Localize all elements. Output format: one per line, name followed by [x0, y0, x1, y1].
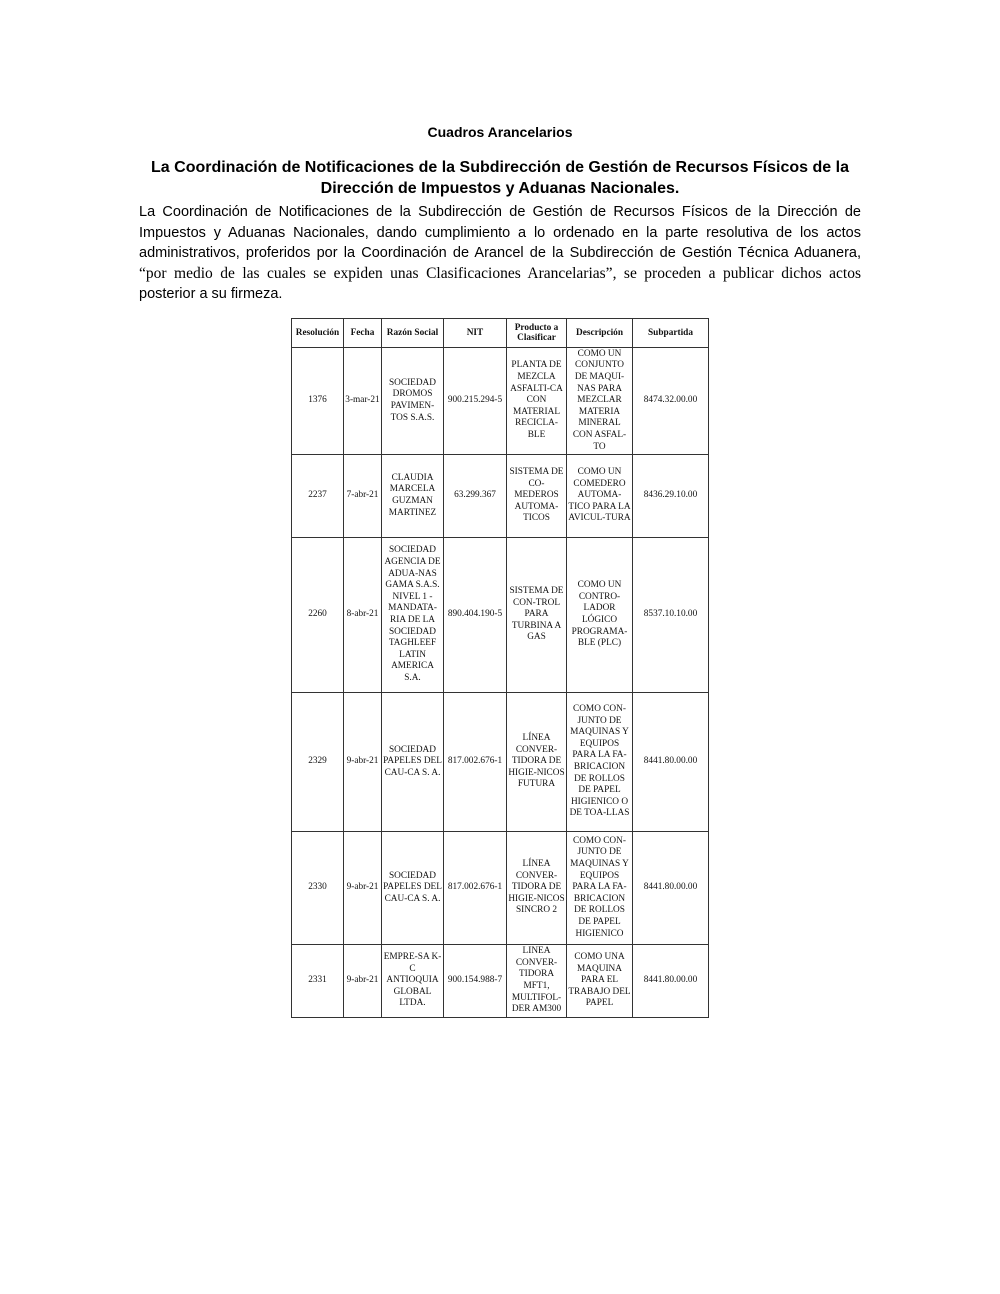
cell-producto: SISTEMA DE CO-MEDEROS AUTOMA-TICOS [507, 455, 567, 538]
cell-resolucion: 2330 [292, 832, 344, 945]
cell-nit: 63.299.367 [444, 455, 507, 538]
cell-fecha: 9-abr-21 [344, 832, 382, 945]
cell-descripcion: COMO UN COMEDERO AUTOMA-TICO PARA LA AVICUL-TURA [567, 455, 633, 538]
cell-descripcion: COMO CON-JUNTO DE MAQUINAS Y EQUIPOS PARA LA FA-BRICACION DE ROLLOS DE PAPEL HIGIENICO [567, 832, 633, 945]
body-paragraph [139, 202, 861, 305]
cell-subpartida: 8537.10.10.00 [633, 538, 709, 693]
cell-fecha: 9-abr-21 [344, 693, 382, 832]
cell-producto: LÍNEA CONVER-TIDORA DE HIGIE-NICOS FUTURA [507, 693, 567, 832]
cell-nit: 900.215.294-5 [444, 348, 507, 455]
table-row [292, 538, 709, 693]
paragraph-part-1: La Coordinación de Notificaciones de la Subdirección de Gestión de Recursos Físicos de la Dirección de Impuestos y Aduanas Nacionales, dando cumplimiento a lo ordenado en la parte resolutiva de los actos administrativos, proferidos por la Coordinación de Arancel de la Subdirección de Gestión Técnica Aduanera, [139, 204, 861, 261]
table-row [292, 832, 709, 945]
cell-nit: 817.002.676-1 [444, 693, 507, 832]
cell-razon-social: SOCIEDAD PAPELES DEL CAU-CA S. A. [382, 693, 444, 832]
cell-razon-social: EMPRE-SA K-C ANTIOQUIA GLOBAL LTDA. [382, 945, 444, 1018]
cell-nit: 817.002.676-1 [444, 832, 507, 945]
cell-fecha: 7-abr-21 [344, 455, 382, 538]
cell-razon-social: SOCIEDAD PAPELES DEL CAU-CA S. A. [382, 832, 444, 945]
document-title: La Coordinación de Notificaciones de la Subdirección de Gestión de Recursos Físicos de la Dirección de Impuestos y Aduanas Nacionales. [151, 159, 849, 197]
cell-resolucion: 2237 [292, 455, 344, 538]
cell-fecha: 8-abr-21 [344, 538, 382, 693]
cell-resolucion: 2331 [292, 945, 344, 1018]
cell-producto: LINEA CONVER-TIDORA MFT1, MULTIFOL-DER AM300 [507, 945, 567, 1018]
cell-razon-social: SOCIEDAD DROMOS PAVIMEN-TOS S.A.S. [382, 348, 444, 455]
cell-subpartida: 8441.80.00.00 [633, 945, 709, 1018]
table-row [292, 455, 709, 538]
cell-resolucion: 2260 [292, 538, 344, 693]
cell-fecha: 9-abr-21 [344, 945, 382, 1018]
cell-razon-social: SOCIEDAD AGENCIA DE ADUA-NAS GAMA S.A.S. NIVEL 1 - MANDATA-RIA DE LA SOCIEDAD TAGHLEEF LATIN AMERICA S.A. [382, 538, 444, 693]
table-row [292, 693, 709, 832]
header-resolucion: Resolución [292, 319, 344, 348]
cell-subpartida: 8441.80.00.00 [633, 693, 709, 832]
header-producto: Producto a Clasificar [507, 319, 567, 348]
classification-table [291, 318, 709, 1018]
cell-resolucion: 2329 [292, 693, 344, 832]
table-row [292, 348, 709, 455]
cell-producto: LÍNEA CONVER-TIDORA DE HIGIE-NICOS SINCRO 2 [507, 832, 567, 945]
cell-subpartida: 8436.29.10.00 [633, 455, 709, 538]
header-fecha: Fecha [344, 319, 382, 348]
header-descripcion: Descripción [567, 319, 633, 348]
paragraph-part-3: posterior a su firmeza. [139, 286, 283, 302]
cell-nit: 890.404.190-5 [444, 538, 507, 693]
document-supertitle: Cuadros Arancelarios [427, 124, 573, 140]
table-header-row [292, 319, 709, 348]
header-subpartida: Subpartida [633, 319, 709, 348]
cell-subpartida: 8474.32.00.00 [633, 348, 709, 455]
cell-descripcion: COMO UN CONJUNTO DE MAQUI-NAS PARA MEZCLAR MATERIA MINERAL CON ASFAL-TO [567, 348, 633, 455]
paragraph-part-2: “por medio de las cuales se expiden unas Clasificaciones Arancelarias”, se proceden a publicar dichos actos [139, 264, 861, 282]
table-row [292, 945, 709, 1018]
cell-producto: SISTEMA DE CON-TROL PARA TURBINA A GAS [507, 538, 567, 693]
cell-descripcion: COMO UN CONTRO-LADOR LÓGICO PROGRAMA-BLE (PLC) [567, 538, 633, 693]
cell-descripcion: COMO UNA MAQUINA PARA EL TRABAJO DEL PAPEL [567, 945, 633, 1018]
header-razon-social: Razón Social [382, 319, 444, 348]
cell-razon-social: CLAUDIA MARCELA GUZMAN MARTINEZ [382, 455, 444, 538]
header-nit: NIT [444, 319, 507, 348]
cell-subpartida: 8441.80.00.00 [633, 832, 709, 945]
cell-fecha: 3-mar-21 [344, 348, 382, 455]
cell-resolucion: 1376 [292, 348, 344, 455]
cell-nit: 900.154.988-7 [444, 945, 507, 1018]
cell-producto: PLANTA DE MEZCLA ASFALTI-CA CON MATERIAL RECICLA-BLE [507, 348, 567, 455]
cell-descripcion: COMO CON-JUNTO DE MAQUINAS Y EQUIPOS PARA LA FA-BRICACION DE ROLLOS DE PAPEL HIGIENICO O DE TOA-LLAS [567, 693, 633, 832]
